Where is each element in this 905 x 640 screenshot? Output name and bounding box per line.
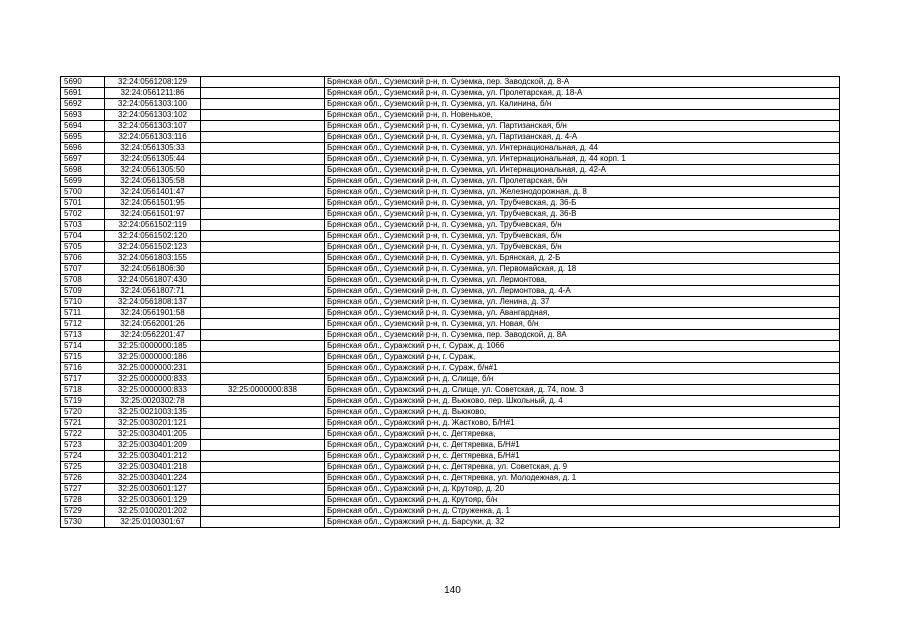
related-cadastral-number-cell bbox=[201, 121, 325, 132]
address-cell: Брянская обл., Суземский р-н, п. Суземка, ул. Интернациональная, д. 44 корп. 1 bbox=[325, 154, 840, 165]
row-number-cell: 5727 bbox=[61, 484, 105, 495]
row-number-cell: 5721 bbox=[61, 418, 105, 429]
row-number-cell: 5729 bbox=[61, 506, 105, 517]
related-cadastral-number-cell bbox=[201, 308, 325, 319]
table-row bbox=[61, 99, 840, 110]
related-cadastral-number-cell bbox=[201, 110, 325, 121]
row-number-cell: 5716 bbox=[61, 363, 105, 374]
row-number-cell: 5715 bbox=[61, 352, 105, 363]
table-row bbox=[61, 143, 840, 154]
row-number-cell: 5726 bbox=[61, 473, 105, 484]
cadastral-number-cell: 32:24:0561305:44 bbox=[105, 154, 201, 165]
address-cell: Брянская обл., Суземский р-н, п. Новенькое, bbox=[325, 110, 840, 121]
table-row bbox=[61, 418, 840, 429]
cadastral-number-cell: 32:24:0561303:102 bbox=[105, 110, 201, 121]
row-number-cell: 5693 bbox=[61, 110, 105, 121]
related-cadastral-number-cell bbox=[201, 231, 325, 242]
address-cell: Брянская обл., Суражский р-н, с. Дегтяревка, Б/Н#1 bbox=[325, 440, 840, 451]
address-cell: Брянская обл., Суземский р-н, п. Суземка, ул. Трубчевская, б/н bbox=[325, 242, 840, 253]
registry-table-body bbox=[61, 77, 840, 528]
table-row bbox=[61, 506, 840, 517]
related-cadastral-number-cell bbox=[201, 407, 325, 418]
table-row bbox=[61, 473, 840, 484]
cadastral-number-cell: 32:24:0561305:50 bbox=[105, 165, 201, 176]
table-row bbox=[61, 484, 840, 495]
row-number-cell: 5708 bbox=[61, 275, 105, 286]
related-cadastral-number-cell bbox=[201, 132, 325, 143]
cadastral-number-cell: 32:24:0561803:155 bbox=[105, 253, 201, 264]
related-cadastral-number-cell bbox=[201, 462, 325, 473]
table-row bbox=[61, 110, 840, 121]
cadastral-number-cell: 32:24:0561807:430 bbox=[105, 275, 201, 286]
address-cell: Брянская обл., Суземский р-н, п. Суземка, ул. Пролетарская, д. 18-А bbox=[325, 88, 840, 99]
cadastral-number-cell: 32:24:0561806:30 bbox=[105, 264, 201, 275]
row-number-cell: 5728 bbox=[61, 495, 105, 506]
address-cell: Брянская обл., Суземский р-н, п. Суземка, пер. Заводской, д. 8-А bbox=[325, 77, 840, 88]
table-row bbox=[61, 429, 840, 440]
row-number-cell: 5699 bbox=[61, 176, 105, 187]
related-cadastral-number-cell bbox=[201, 143, 325, 154]
cadastral-number-cell: 32:24:0561807:71 bbox=[105, 286, 201, 297]
row-number-cell: 5724 bbox=[61, 451, 105, 462]
address-cell: Брянская обл., Суражский р-н, г. Сураж, bbox=[325, 352, 840, 363]
row-number-cell: 5723 bbox=[61, 440, 105, 451]
address-cell: Брянская обл., Суземский р-н, п. Суземка, ул. Пролетарская, б/н bbox=[325, 176, 840, 187]
cadastral-number-cell: 32:24:0561208:129 bbox=[105, 77, 201, 88]
cadastral-number-cell: 32:24:0561502:120 bbox=[105, 231, 201, 242]
related-cadastral-number-cell bbox=[201, 341, 325, 352]
related-cadastral-number-cell bbox=[201, 330, 325, 341]
related-cadastral-number-cell bbox=[201, 286, 325, 297]
address-cell: Брянская обл., Суражский р-н, д. Вьюково, bbox=[325, 407, 840, 418]
related-cadastral-number-cell bbox=[201, 495, 325, 506]
address-cell: Брянская обл., Суражский р-н, д. Вьюково, пер. Школьный, д. 4 bbox=[325, 396, 840, 407]
address-cell: Брянская обл., Суземский р-н, п. Суземка, ул. Лермонтова, bbox=[325, 275, 840, 286]
cadastral-number-cell: 32:24:0561502:123 bbox=[105, 242, 201, 253]
related-cadastral-number-cell bbox=[201, 264, 325, 275]
row-number-cell: 5719 bbox=[61, 396, 105, 407]
row-number-cell: 5718 bbox=[61, 385, 105, 396]
address-cell: Брянская обл., Суземский р-н, п. Суземка, ул. Трубчевская, б/н bbox=[325, 231, 840, 242]
related-cadastral-number-cell bbox=[201, 176, 325, 187]
cadastral-number-cell: 32:24:0561305:58 bbox=[105, 176, 201, 187]
row-number-cell: 5700 bbox=[61, 187, 105, 198]
row-number-cell: 5702 bbox=[61, 209, 105, 220]
related-cadastral-number-cell bbox=[201, 396, 325, 407]
related-cadastral-number-cell bbox=[201, 484, 325, 495]
address-cell: Брянская обл., Суражский р-н, д. Струженка, д. 1 bbox=[325, 506, 840, 517]
related-cadastral-number-cell bbox=[201, 209, 325, 220]
address-cell: Брянская обл., Суземский р-н, п. Суземка, ул. Новая, б/н bbox=[325, 319, 840, 330]
cadastral-number-cell: 32:25:0020302:78 bbox=[105, 396, 201, 407]
related-cadastral-number-cell bbox=[201, 187, 325, 198]
table-row bbox=[61, 264, 840, 275]
row-number-cell: 5695 bbox=[61, 132, 105, 143]
cadastral-number-cell: 32:25:0030401:209 bbox=[105, 440, 201, 451]
table-row bbox=[61, 253, 840, 264]
cadastral-number-cell: 32:24:0561401:47 bbox=[105, 187, 201, 198]
table-row bbox=[61, 297, 840, 308]
table-row bbox=[61, 308, 840, 319]
cadastral-number-cell: 32:25:0030401:205 bbox=[105, 429, 201, 440]
address-cell: Брянская обл., Суземский р-н, п. Суземка, ул. Авангардная, bbox=[325, 308, 840, 319]
row-number-cell: 5714 bbox=[61, 341, 105, 352]
table-row bbox=[61, 121, 840, 132]
address-cell: Брянская обл., Суражский р-н, д. Слище, ул. Советская, д. 74, пом. 3 bbox=[325, 385, 840, 396]
address-cell: Брянская обл., Суземский р-н, п. Суземка, ул. Интернациональная, д. 44 bbox=[325, 143, 840, 154]
cadastral-number-cell: 32:25:0021003:135 bbox=[105, 407, 201, 418]
related-cadastral-number-cell bbox=[201, 363, 325, 374]
row-number-cell: 5725 bbox=[61, 462, 105, 473]
row-number-cell: 5694 bbox=[61, 121, 105, 132]
table-row bbox=[61, 451, 840, 462]
address-cell: Брянская обл., Суземский р-н, п. Суземка, ул. Первомайская, д. 18 bbox=[325, 264, 840, 275]
address-cell: Брянская обл., Суражский р-н, с. Дегтяревка, ул. Молодежная, д. 1 bbox=[325, 473, 840, 484]
table-row bbox=[61, 440, 840, 451]
row-number-cell: 5710 bbox=[61, 297, 105, 308]
row-number-cell: 5713 bbox=[61, 330, 105, 341]
address-cell: Брянская обл., Суземский р-н, п. Суземка, ул. Ленина, д. 37 bbox=[325, 297, 840, 308]
row-number-cell: 5720 bbox=[61, 407, 105, 418]
table-row bbox=[61, 231, 840, 242]
address-cell: Брянская обл., Суражский р-н, г. Сураж, д. 1066 bbox=[325, 341, 840, 352]
table-row bbox=[61, 176, 840, 187]
related-cadastral-number-cell bbox=[201, 440, 325, 451]
address-cell: Брянская обл., Суражский р-н, д. Крутояр, д. 20 bbox=[325, 484, 840, 495]
address-cell: Брянская обл., Суражский р-н, с. Дегтяревка, ул. Советская, д. 9 bbox=[325, 462, 840, 473]
address-cell: Брянская обл., Суражский р-н, д. Барсуки, д. 32 bbox=[325, 517, 840, 528]
cadastral-number-cell: 32:25:0030601:127 bbox=[105, 484, 201, 495]
cadastral-number-cell: 32:24:0561305:33 bbox=[105, 143, 201, 154]
address-cell: Брянская обл., Суражский р-н, д. Жастково, Б/Н#1 bbox=[325, 418, 840, 429]
related-cadastral-number-cell bbox=[201, 253, 325, 264]
related-cadastral-number-cell bbox=[201, 473, 325, 484]
address-cell: Брянская обл., Суземский р-н, п. Суземка, ул. Брянская, д. 2-Б bbox=[325, 253, 840, 264]
related-cadastral-number-cell bbox=[201, 517, 325, 528]
row-number-cell: 5705 bbox=[61, 242, 105, 253]
related-cadastral-number-cell bbox=[201, 352, 325, 363]
address-cell: Брянская обл., Суземский р-н, п. Суземка, ул. Партизанская, б/н bbox=[325, 121, 840, 132]
cadastral-number-cell: 32:24:0561808:137 bbox=[105, 297, 201, 308]
address-cell: Брянская обл., Суражский р-н, г. Сураж, б/н#1 bbox=[325, 363, 840, 374]
related-cadastral-number-cell bbox=[201, 319, 325, 330]
row-number-cell: 5698 bbox=[61, 165, 105, 176]
related-cadastral-number-cell bbox=[201, 374, 325, 385]
address-cell: Брянская обл., Суземский р-н, п. Суземка, ул. Партизанская, д. 4-А bbox=[325, 132, 840, 143]
row-number-cell: 5707 bbox=[61, 264, 105, 275]
address-cell: Брянская обл., Суземский р-н, п. Суземка, ул. Калинина, б/н bbox=[325, 99, 840, 110]
related-cadastral-number-cell bbox=[201, 165, 325, 176]
related-cadastral-number-cell bbox=[201, 429, 325, 440]
row-number-cell: 5711 bbox=[61, 308, 105, 319]
cadastral-number-cell: 32:25:0000000:833 bbox=[105, 385, 201, 396]
address-cell: Брянская обл., Суражский р-н, д. Слище, б/н bbox=[325, 374, 840, 385]
cadastral-number-cell: 32:24:0562001:26 bbox=[105, 319, 201, 330]
row-number-cell: 5690 bbox=[61, 77, 105, 88]
table-row bbox=[61, 319, 840, 330]
row-number-cell: 5697 bbox=[61, 154, 105, 165]
address-cell: Брянская обл., Суражский р-н, с. Дегтяревка, Б/Н#1 bbox=[325, 451, 840, 462]
cadastral-number-cell: 32:25:0030401:224 bbox=[105, 473, 201, 484]
table-row bbox=[61, 88, 840, 99]
table-row bbox=[61, 165, 840, 176]
address-cell: Брянская обл., Суземский р-н, п. Суземка, ул. Трубчевская, б/н bbox=[325, 220, 840, 231]
related-cadastral-number-cell bbox=[201, 451, 325, 462]
cadastral-number-cell: 32:24:0561901:58 bbox=[105, 308, 201, 319]
row-number-cell: 5717 bbox=[61, 374, 105, 385]
related-cadastral-number-cell bbox=[201, 88, 325, 99]
table-row bbox=[61, 363, 840, 374]
row-number-cell: 5712 bbox=[61, 319, 105, 330]
table-row bbox=[61, 220, 840, 231]
cadastral-number-cell: 32:24:0561303:116 bbox=[105, 132, 201, 143]
table-row bbox=[61, 330, 840, 341]
row-number-cell: 5691 bbox=[61, 88, 105, 99]
table-row bbox=[61, 198, 840, 209]
cadastral-number-cell: 32:24:0562201:47 bbox=[105, 330, 201, 341]
cadastral-number-cell: 32:25:0100301:67 bbox=[105, 517, 201, 528]
table-row bbox=[61, 374, 840, 385]
related-cadastral-number-cell bbox=[201, 418, 325, 429]
table-row bbox=[61, 242, 840, 253]
cadastral-number-cell: 32:25:0000000:186 bbox=[105, 352, 201, 363]
row-number-cell: 5706 bbox=[61, 253, 105, 264]
cadastral-number-cell: 32:25:0030201:121 bbox=[105, 418, 201, 429]
table-row bbox=[61, 385, 840, 396]
related-cadastral-number-cell bbox=[201, 198, 325, 209]
table-row bbox=[61, 462, 840, 473]
table-row bbox=[61, 396, 840, 407]
row-number-cell: 5692 bbox=[61, 99, 105, 110]
address-cell: Брянская обл., Суземский р-н, п. Суземка, ул. Лермонтова, д. 4-А bbox=[325, 286, 840, 297]
related-cadastral-number-cell bbox=[201, 242, 325, 253]
address-cell: Брянская обл., Суземский р-н, п. Суземка, ул. Трубчевская, д. 36-Б bbox=[325, 198, 840, 209]
row-number-cell: 5730 bbox=[61, 517, 105, 528]
table-row bbox=[61, 352, 840, 363]
related-cadastral-number-cell bbox=[201, 77, 325, 88]
address-cell: Брянская обл., Суземский р-н, п. Суземка, ул. Железнодорожная, д. 8 bbox=[325, 187, 840, 198]
cadastral-number-cell: 32:25:0030401:212 bbox=[105, 451, 201, 462]
related-cadastral-number-cell bbox=[201, 275, 325, 286]
row-number-cell: 5703 bbox=[61, 220, 105, 231]
related-cadastral-number-cell bbox=[201, 297, 325, 308]
row-number-cell: 5696 bbox=[61, 143, 105, 154]
cadastral-number-cell: 32:25:0000000:231 bbox=[105, 363, 201, 374]
table-row bbox=[61, 286, 840, 297]
cadastral-number-cell: 32:24:0561303:107 bbox=[105, 121, 201, 132]
related-cadastral-number-cell bbox=[201, 506, 325, 517]
cadastral-number-cell: 32:24:0561501:97 bbox=[105, 209, 201, 220]
registry-table bbox=[60, 76, 840, 528]
related-cadastral-number-cell bbox=[201, 220, 325, 231]
row-number-cell: 5722 bbox=[61, 429, 105, 440]
row-number-cell: 5709 bbox=[61, 286, 105, 297]
cadastral-number-cell: 32:25:0030401:218 bbox=[105, 462, 201, 473]
related-cadastral-number-cell bbox=[201, 99, 325, 110]
table-row bbox=[61, 517, 840, 528]
row-number-cell: 5704 bbox=[61, 231, 105, 242]
table-row bbox=[61, 154, 840, 165]
table-row bbox=[61, 275, 840, 286]
cadastral-number-cell: 32:24:0561211:86 bbox=[105, 88, 201, 99]
cadastral-number-cell: 32:24:0561303:100 bbox=[105, 99, 201, 110]
cadastral-number-cell: 32:25:0030601:129 bbox=[105, 495, 201, 506]
related-cadastral-number-cell: 32:25:0000000:838 bbox=[201, 385, 325, 396]
cadastral-number-cell: 32:24:0561502:119 bbox=[105, 220, 201, 231]
table-row bbox=[61, 341, 840, 352]
cadastral-number-cell: 32:25:0100201:202 bbox=[105, 506, 201, 517]
cadastral-number-cell: 32:24:0561501:95 bbox=[105, 198, 201, 209]
table-row bbox=[61, 77, 840, 88]
cadastral-number-cell: 32:25:0000000:833 bbox=[105, 374, 201, 385]
table-row bbox=[61, 407, 840, 418]
address-cell: Брянская обл., Суземский р-н, п. Суземка, ул. Интернациональная, д. 42-А bbox=[325, 165, 840, 176]
table-row bbox=[61, 132, 840, 143]
address-cell: Брянская обл., Суземский р-н, п. Суземка, ул. Трубчевская, д. 36-В bbox=[325, 209, 840, 220]
related-cadastral-number-cell bbox=[201, 154, 325, 165]
row-number-cell: 5701 bbox=[61, 198, 105, 209]
table-row bbox=[61, 209, 840, 220]
cadastral-number-cell: 32:25:0000000:185 bbox=[105, 341, 201, 352]
address-cell: Брянская обл., Суражский р-н, д. Крутояр, б/н bbox=[325, 495, 840, 506]
address-cell: Брянская обл., Суражский р-н, с. Дегтяревка, bbox=[325, 429, 840, 440]
page-number: 140 bbox=[444, 585, 461, 596]
table-row bbox=[61, 495, 840, 506]
table-row bbox=[61, 187, 840, 198]
address-cell: Брянская обл., Суземский р-н, п. Суземка, пер. Заводской, д. 8А bbox=[325, 330, 840, 341]
